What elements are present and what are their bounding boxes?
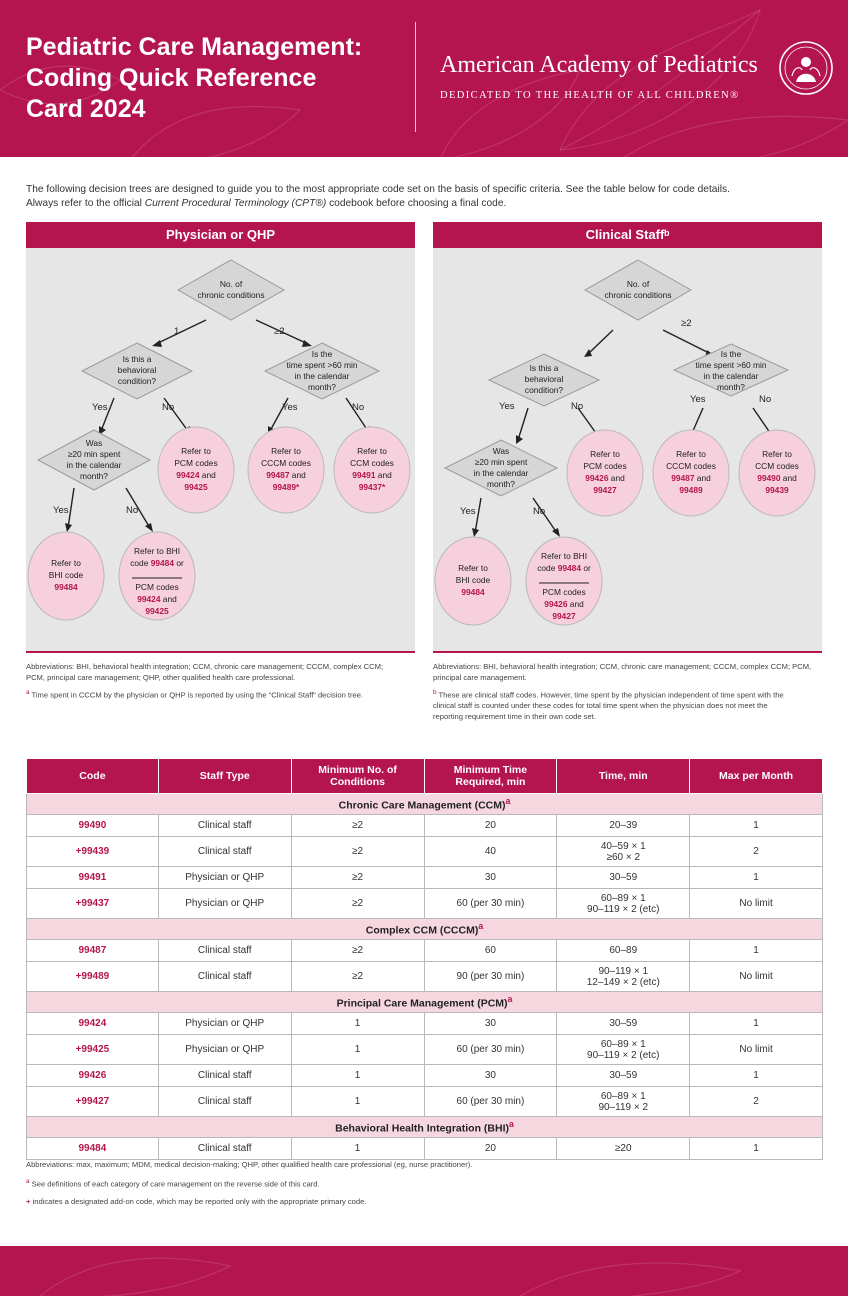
section-label	[27, 992, 823, 1013]
svg-text:code 99484 or	[537, 563, 591, 573]
cccm-outcome-line-2: CCCM codes	[261, 458, 311, 468]
staff-abbr-line-1: Abbreviations: BHI, behavioral health integration; CCM, chronic care management; CCCM, complex CCM; PCM,	[433, 662, 812, 671]
header-staff-type: Staff Type	[158, 759, 291, 794]
staff-bhi-pcm-outcome-line-2: code	[537, 563, 558, 573]
row-time	[557, 837, 690, 867]
row-code: +99439	[27, 837, 159, 867]
row-staff: Physician or QHP	[158, 1035, 291, 1065]
row-conditions: ≥2	[291, 815, 424, 837]
header-time: Time, min	[557, 759, 690, 794]
svg-text:99424 and	[176, 470, 216, 480]
ccm-outcome-code-2: 99437*	[358, 482, 386, 492]
row-max: 1	[690, 1013, 823, 1035]
physician-tree-diagram	[26, 248, 415, 653]
edge-yes-1: Yes	[92, 402, 108, 413]
svg-text:99487 and	[266, 470, 306, 480]
row-time	[557, 1065, 690, 1087]
row-code: 99484	[27, 1138, 159, 1160]
row-code: 99424	[27, 1013, 159, 1035]
staff-was20-label-4: month?	[487, 479, 515, 489]
staff-pcm-outcome-and: and	[608, 473, 625, 483]
section-ccm-label: Chronic Care Management (CCM)	[338, 799, 506, 812]
row-time	[557, 1013, 690, 1035]
row-conditions: ≥2	[291, 867, 424, 889]
row-code: 99487	[27, 940, 159, 962]
footer-leaf-pattern	[0, 1246, 848, 1296]
row-staff: Clinical staff	[158, 815, 291, 837]
edge-label-one: 1	[174, 326, 180, 337]
section-row-ccm	[27, 794, 823, 815]
staff-edge-yes-3: Yes	[460, 506, 476, 517]
edge-yes-2: Yes	[282, 402, 298, 413]
table-row	[27, 889, 823, 919]
row-min-time: 60	[424, 940, 557, 962]
row-time-line-2: ≥60 × 2	[606, 851, 641, 863]
row-time	[557, 1087, 690, 1117]
row-conditions: 1	[291, 1013, 424, 1035]
staff-bhi-outcome-line-1: Refer to	[458, 563, 488, 573]
staff-edge-label-two: ≥2	[681, 318, 692, 329]
row-time-line-1: 30–59	[609, 1070, 638, 1081]
edge-label-two: ≥2	[274, 326, 285, 337]
footer-banner	[0, 1246, 848, 1296]
row-time-line-1: 60–89 × 1	[600, 892, 646, 904]
svg-text:99426 and	[585, 473, 625, 483]
note-mark-a: a	[26, 689, 30, 697]
row-conditions: 1	[291, 1035, 424, 1065]
staff-bhi-pcm-outcome-line-1: Refer to BHI	[540, 551, 588, 561]
row-max: 2	[690, 1087, 823, 1117]
section-note-mark: a	[508, 1119, 514, 1130]
row-max: 1	[690, 940, 823, 962]
ccm-outcome-line-2: CCM codes	[350, 458, 394, 468]
row-code: +99427	[27, 1087, 159, 1117]
staff-pcm-outcome-code-2: 99427	[593, 485, 617, 495]
row-code: +99489	[27, 962, 159, 992]
row-min-time: 30	[424, 867, 557, 889]
section-label	[27, 919, 823, 940]
staff-ccm-outcome-code-2: 99439	[765, 485, 789, 495]
row-max: 1	[690, 867, 823, 889]
row-code: 99490	[27, 815, 159, 837]
bhi-pcm-outcome-line-2: code	[130, 558, 151, 568]
staff-note	[433, 688, 828, 701]
staff-tree-diagram	[433, 248, 822, 653]
row-staff: Physician or QHP	[158, 867, 291, 889]
ccm-outcome-line-1: Refer to	[357, 446, 387, 456]
svg-text:99491 and	[352, 470, 392, 480]
row-max: 2	[690, 837, 823, 867]
header-min-conditions	[291, 759, 424, 794]
pcm-outcome-line-1: Refer to	[181, 446, 211, 456]
row-time-line-1: 90–119 × 1	[598, 965, 649, 977]
staff-bhi-pcm-outcome-and: and	[567, 599, 584, 609]
header-divider	[415, 22, 416, 132]
staff-bhi-outcome-code: 99484	[461, 587, 485, 597]
bhi-outcome-line-2: BHI code	[48, 570, 84, 580]
row-min-time: 90 (per 30 min)	[424, 962, 557, 992]
pcm-outcome-code-2: 99425	[184, 482, 208, 492]
row-time-line-2: 90–119 × 2	[598, 1101, 649, 1113]
row-time-line-2: 12–149 × 2 (etc)	[586, 976, 660, 988]
behavioral-label-3: condition?	[117, 376, 157, 386]
staff-root-label-1: No. of	[626, 279, 650, 289]
svg-text:code 99484 or	[130, 558, 184, 568]
aap-seal-logo	[778, 40, 834, 96]
staff-bhi-pcm-outcome-line-3: PCM codes	[542, 587, 586, 597]
card-title	[26, 32, 396, 125]
staff-note-line-3: reporting requirement time in their own code set.	[433, 711, 596, 721]
intro-line-2-prefix: Always refer to the official	[26, 198, 145, 209]
footnote-plus-mark: +	[26, 1196, 31, 1206]
row-max: No limit	[690, 962, 823, 992]
header-max-per-month: Max per Month	[690, 759, 823, 794]
pcm-outcome-and: and	[199, 470, 216, 480]
pcm-outcome-code-1: 99424	[176, 470, 200, 480]
staff-behavioral-label-1: Is this a	[529, 363, 559, 373]
title-line-1: Pediatric Care Management:	[26, 33, 363, 61]
staff-bhi-pcm-outcome-or: or	[581, 563, 591, 573]
staff-ccm-outcome-line-2: CCM codes	[755, 461, 799, 471]
row-time-line-2: 90–119 × 2 (etc)	[587, 1049, 660, 1061]
row-time-line-1: 30–59	[609, 1018, 638, 1029]
was20-label-4: month?	[80, 471, 108, 481]
staff-cccm-outcome-line-1: Refer to	[676, 449, 706, 459]
staff-cccm-outcome-code-1: 99487	[671, 473, 695, 483]
row-max: No limit	[690, 1035, 823, 1065]
staff-time-label-3: in the calendar	[703, 371, 759, 381]
row-time	[557, 867, 690, 889]
row-conditions: ≥2	[291, 889, 424, 919]
footnote-a	[26, 1177, 826, 1190]
row-time-line-2: 90–119 × 2 (etc)	[587, 903, 660, 915]
was20-label-1: Was	[85, 438, 103, 448]
table-header-row	[27, 759, 823, 794]
row-min-time: 60 (per 30 min)	[424, 1035, 557, 1065]
svg-text:99487 and	[671, 473, 711, 483]
section-label	[27, 1117, 823, 1138]
table-row	[27, 1087, 823, 1117]
bhi-pcm-outcome-code-2: 99424	[137, 594, 161, 604]
header-min-time-line-1: Minimum Time	[453, 764, 528, 776]
staff-time-label-2: time spent >60 min	[695, 360, 767, 370]
row-staff: Physician or QHP	[158, 1013, 291, 1035]
staff-pcm-outcome-code-1: 99426	[585, 473, 609, 483]
staff-decision-tree	[433, 248, 822, 653]
row-staff: Clinical staff	[158, 1065, 291, 1087]
header-code: Code	[27, 759, 159, 794]
row-min-time: 60 (per 30 min)	[424, 889, 557, 919]
staff-note-line-1: These are clinical staff codes. However, time spent by the physician independent of time spent with the	[438, 690, 784, 700]
bhi-pcm-outcome-code-3: 99425	[145, 606, 169, 616]
header-min-time-line-2: Required, min	[455, 776, 526, 788]
header-min-conditions-line-2: Conditions	[330, 776, 385, 788]
bhi-pcm-outcome-line-1: Refer to BHI	[133, 546, 181, 556]
edge-no-2: No	[352, 402, 365, 413]
staff-edge-yes-1: Yes	[499, 401, 515, 412]
staff-tree-notes	[433, 662, 828, 723]
intro-line-2	[26, 197, 826, 211]
section-label	[27, 794, 823, 815]
staff-cccm-outcome-code-2: 99489	[679, 485, 703, 495]
note-mark-b: b	[433, 689, 437, 697]
row-staff: Clinical staff	[158, 940, 291, 962]
staff-edge-yes-2: Yes	[690, 394, 706, 405]
staff-tree-heading: Clinical Staffᵇ	[433, 222, 822, 248]
staff-was20-label-1: Was	[492, 446, 510, 456]
pcm-outcome-line-2: PCM codes	[174, 458, 218, 468]
physician-decision-tree	[26, 248, 415, 653]
time-label-4: month?	[308, 382, 336, 392]
staff-was20-label-2: ≥20 min spent	[474, 457, 528, 467]
staff-note-line-2: clinical staff is counted under these codes for total time spent when the physician does not meet the	[433, 701, 768, 711]
row-max: 1	[690, 815, 823, 837]
section-note-mark: a	[478, 921, 484, 932]
behavioral-label-2: behavioral	[117, 365, 157, 375]
intro-line-1: The following decision trees are designed to guide you to the most appropriate code set on the basis of specific criteria. See the table below for code details.	[26, 184, 730, 195]
row-time	[557, 940, 690, 962]
row-min-time: 40	[424, 837, 557, 867]
staff-edge-no-3: No	[533, 506, 546, 517]
row-max: No limit	[690, 889, 823, 919]
row-staff: Clinical staff	[158, 962, 291, 992]
bhi-pcm-outcome-line-3: PCM codes	[135, 582, 179, 592]
footnote-a-mark: a	[26, 1178, 30, 1185]
intro-line-2-suffix: codebook before choosing a final code.	[326, 198, 507, 209]
staff-behavioral-label-3: condition?	[524, 385, 564, 395]
table-row	[27, 815, 823, 837]
ccm-outcome-code-1: 99491	[352, 470, 376, 480]
physician-tree-notes	[26, 662, 415, 701]
row-time-line-1: ≥20	[614, 1143, 632, 1154]
svg-text:99490 and	[757, 473, 797, 483]
staff-bhi-pcm-outcome-code-3: 99427	[552, 611, 576, 621]
cccm-outcome-code-2: 99489*	[272, 482, 300, 492]
physician-note	[26, 688, 415, 701]
section-row-pcm	[27, 992, 823, 1013]
table-row	[27, 940, 823, 962]
time-label-2: time spent >60 min	[286, 360, 358, 370]
row-time-line-1: 60–89	[609, 945, 638, 956]
row-time	[557, 1035, 690, 1065]
footnote-abbreviations: Abbreviations: max, maximum; MDM, medical decision-making; QHP, other qualified health care professional (eg, nurse practitioner).	[26, 1160, 473, 1169]
row-time	[557, 1138, 690, 1160]
row-conditions: 1	[291, 1087, 424, 1117]
cccm-outcome-code-1: 99487	[266, 470, 290, 480]
staff-ccm-outcome-code-1: 99490	[757, 473, 781, 483]
header-min-time	[424, 759, 557, 794]
staff-ccm-outcome-and: and	[780, 473, 797, 483]
row-conditions: ≥2	[291, 962, 424, 992]
edge-yes-3: Yes	[53, 505, 69, 516]
row-staff: Physician or QHP	[158, 889, 291, 919]
physician-note-text: Time spent in CCCM by the physician or QHP is reported by using the “Clinical Staff” decision tree.	[31, 690, 364, 700]
row-time	[557, 815, 690, 837]
table-row	[27, 1065, 823, 1087]
row-code: +99437	[27, 889, 159, 919]
row-staff: Clinical staff	[158, 1087, 291, 1117]
row-min-time: 20	[424, 1138, 557, 1160]
section-bhi-label: Behavioral Health Integration (BHI)	[335, 1122, 509, 1135]
row-staff: Clinical staff	[158, 1138, 291, 1160]
physician-abbr-line-1: Abbreviations: BHI, behavioral health integration; CCM, chronic care management; CCCM, complex CCM;	[26, 662, 384, 671]
cccm-outcome-and: and	[289, 470, 306, 480]
root-label-2: chronic conditions	[197, 290, 265, 300]
bhi-pcm-outcome-or: or	[174, 558, 184, 568]
physician-tree-heading: Physician or QHP	[26, 222, 415, 248]
root-label-1: No. of	[219, 279, 243, 289]
time-label-3: in the calendar	[294, 371, 350, 381]
row-min-time: 60 (per 30 min)	[424, 1087, 557, 1117]
staff-was20-label-3: in the calendar	[473, 468, 529, 478]
organization-tagline: DEDICATED TO THE HEALTH OF ALL CHILDREN®	[440, 90, 740, 101]
title-line-3: Card 2024	[26, 95, 146, 123]
table-row	[27, 867, 823, 889]
section-note-mark: a	[505, 796, 511, 807]
was20-label-2: ≥20 min spent	[67, 449, 121, 459]
table-row	[27, 1138, 823, 1160]
row-max: 1	[690, 1065, 823, 1087]
table-row	[27, 962, 823, 992]
staff-time-label-1: Is the	[720, 349, 742, 359]
intro-text	[26, 183, 826, 211]
staff-pcm-outcome-line-1: Refer to	[590, 449, 620, 459]
row-time-line-1: 60–89 × 1	[600, 1090, 646, 1102]
row-conditions: ≥2	[291, 940, 424, 962]
section-note-mark: a	[507, 994, 513, 1005]
behavioral-label-1: Is this a	[122, 354, 152, 364]
row-code: 99491	[27, 867, 159, 889]
row-time-line-1: 30–59	[609, 872, 638, 883]
svg-text:99426 and	[544, 599, 584, 609]
organization-name: American Academy of Pediatrics	[440, 52, 758, 78]
bhi-outcome-line-1: Refer to	[51, 558, 81, 568]
row-time-line-1: 60–89 × 1	[600, 1038, 646, 1050]
staff-edge-no-1: No	[571, 401, 584, 412]
edge-no-1: No	[162, 402, 175, 413]
section-pcm-label: Principal Care Management (PCM)	[336, 997, 508, 1010]
time-label-1: Is the	[311, 349, 333, 359]
staff-ccm-outcome-line-1: Refer to	[762, 449, 792, 459]
bhi-pcm-outcome-code-1: 99484	[150, 558, 175, 568]
row-time-line-1: 20–39	[609, 820, 638, 831]
table-row	[27, 1013, 823, 1035]
staff-cccm-outcome-line-2: CCCM codes	[666, 461, 716, 471]
row-conditions: 1	[291, 1065, 424, 1087]
row-time	[557, 962, 690, 992]
staff-cccm-outcome-and: and	[694, 473, 711, 483]
footnote-a-text: See definitions of each category of care management on the reverse side of this card.	[31, 1179, 320, 1189]
header-min-conditions-line-1: Minimum No. of	[318, 764, 397, 776]
row-code: 99426	[27, 1065, 159, 1087]
table-row	[27, 1035, 823, 1065]
staff-bhi-outcome-line-2: BHI code	[455, 575, 491, 585]
header-banner	[0, 0, 848, 157]
section-row-cccm	[27, 919, 823, 940]
edge-no-3: No	[126, 505, 139, 516]
svg-text:99424 and	[137, 594, 177, 604]
row-staff: Clinical staff	[158, 837, 291, 867]
row-min-time: 20	[424, 815, 557, 837]
row-min-time: 30	[424, 1013, 557, 1035]
bhi-outcome-code: 99484	[54, 582, 78, 592]
was20-label-3: in the calendar	[66, 460, 122, 470]
staff-root-label-2: chronic conditions	[604, 290, 672, 300]
table-footnotes	[26, 1160, 826, 1214]
staff-abbr-line-2: principal care management.	[433, 672, 527, 682]
section-row-bhi	[27, 1117, 823, 1138]
cccm-outcome-line-1: Refer to	[271, 446, 301, 456]
row-min-time: 30	[424, 1065, 557, 1087]
row-time	[557, 889, 690, 919]
intro-cpt-title: Current Procedural Terminology (CPT®)	[144, 198, 327, 209]
table-row	[27, 837, 823, 867]
staff-behavioral-label-2: behavioral	[524, 374, 564, 384]
staff-edge-no-2: No	[759, 394, 772, 405]
footnote-plus-text: indicates a designated add-on code, which may be reported only with the appropriate primary code.	[32, 1196, 367, 1206]
physician-abbr-line-2: PCM, principal care management; QHP, other qualified health care professional.	[26, 672, 296, 682]
footnote-plus	[26, 1197, 826, 1207]
row-max: 1	[690, 1138, 823, 1160]
staff-bhi-pcm-outcome-code-2: 99426	[544, 599, 568, 609]
row-code: +99425	[27, 1035, 159, 1065]
staff-pcm-outcome-line-2: PCM codes	[583, 461, 627, 471]
section-cccm-label: Complex CCM (CCCM)	[365, 924, 479, 937]
code-details-table	[26, 758, 823, 1160]
title-line-2: Coding Quick Reference	[26, 64, 317, 92]
row-conditions: ≥2	[291, 837, 424, 867]
row-time-line-1: 40–59 × 1	[600, 840, 646, 852]
staff-bhi-pcm-outcome-code-1: 99484	[557, 563, 582, 573]
row-conditions: 1	[291, 1138, 424, 1160]
ccm-outcome-and: and	[375, 470, 392, 480]
bhi-pcm-outcome-and: and	[160, 594, 177, 604]
staff-time-label-4: month?	[717, 382, 745, 392]
